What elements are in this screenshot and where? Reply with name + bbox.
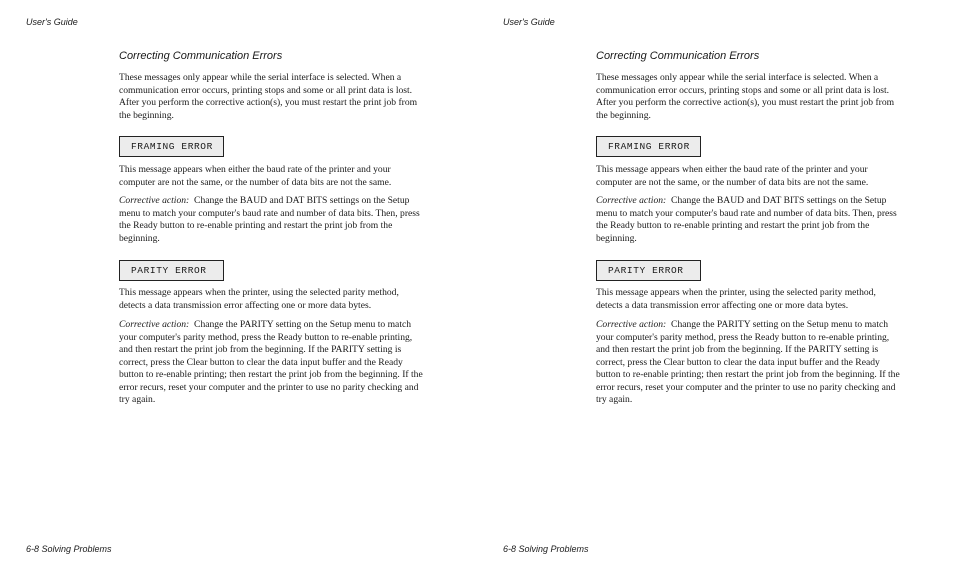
- intro-paragraph: These messages only appear while the serial interface is selected. When a communication error occurs, printing stops and some or all print data is lost. After you perform the corrective action(s), you must restart the print job from the beginning.: [119, 72, 418, 121]
- corrective-action-label: Corrective action:: [596, 195, 667, 206]
- corrective-action-text: Change the PARITY setting on the Setup menu to match your computer's parity method, press the Ready button to re-enable printing, and then restart the print job from the beginning. If the PARITY setting is correct, press the Clear button to clear the data input buffer and the Ready button to re-enable printing; then restart the print job from the beginning. If the error recurs, reset your computer and the printer to use no parity checking and try again.: [596, 319, 900, 405]
- section-title: Correcting Communication Errors: [596, 50, 760, 62]
- page-footer: 6-8 Solving Problems: [26, 544, 112, 554]
- corrective-action-text: Change the BAUD and DAT BITS settings on the Setup menu to match your computer's baud rate and number of data bits. Then, press the Ready button to re-enable printing and restart the print job from the beginning.: [596, 195, 897, 244]
- running-header: User's Guide: [503, 17, 555, 27]
- framing-error-message-box: FRAMING ERROR: [119, 136, 224, 157]
- parity-error-description: This message appears when the printer, using the selected parity method, detects a data transmission error affecting one or more data bytes.: [596, 287, 876, 311]
- framing-error-description: This message appears when either the baud rate of the printer and your computer are not the same, or the number of data bits are not the same.: [119, 164, 392, 188]
- intro-paragraph: These messages only appear while the serial interface is selected. When a communication error occurs, printing stops and some or all print data is lost. After you perform the corrective action(s), you must restart the print job from the beginning.: [596, 72, 895, 121]
- framing-error-description: This message appears when either the baud rate of the printer and your computer are not the same, or the number of data bits are not the same.: [596, 164, 869, 188]
- parity-error-message-box: PARITY ERROR: [119, 260, 224, 281]
- parity-error-corrective-action: [596, 319, 902, 407]
- parity-error-message-box: PARITY ERROR: [596, 260, 701, 281]
- corrective-action-label: Corrective action:: [119, 195, 190, 206]
- framing-error-corrective-action: [119, 195, 425, 245]
- page-footer: 6-8 Solving Problems: [503, 544, 589, 554]
- corrective-action-text: Change the BAUD and DAT BITS settings on the Setup menu to match your computer's baud rate and number of data bits. Then, press the Ready button to re-enable printing and restart the print job from the beginning.: [119, 195, 420, 244]
- corrective-action-label: Corrective action:: [596, 319, 667, 330]
- framing-error-corrective-action: [596, 195, 902, 245]
- framing-error-message-box: FRAMING ERROR: [596, 136, 701, 157]
- corrective-action-label: Corrective action:: [119, 319, 190, 330]
- corrective-action-text: Change the PARITY setting on the Setup menu to match your computer's parity method, press the Ready button to re-enable printing, and then restart the print job from the beginning. If the PARITY setting is correct, press the Clear button to clear the data input buffer and the Ready button to re-enable printing; then restart the print job from the beginning. If the error recurs, reset your computer and the printer to use no parity checking and try again.: [119, 319, 423, 405]
- section-title: Correcting Communication Errors: [119, 50, 283, 62]
- running-header: User's Guide: [26, 17, 78, 27]
- parity-error-description: This message appears when the printer, using the selected parity method, detects a data transmission error affecting one or more data bytes.: [119, 287, 399, 311]
- page-right: [477, 0, 954, 580]
- parity-error-corrective-action: [119, 319, 425, 407]
